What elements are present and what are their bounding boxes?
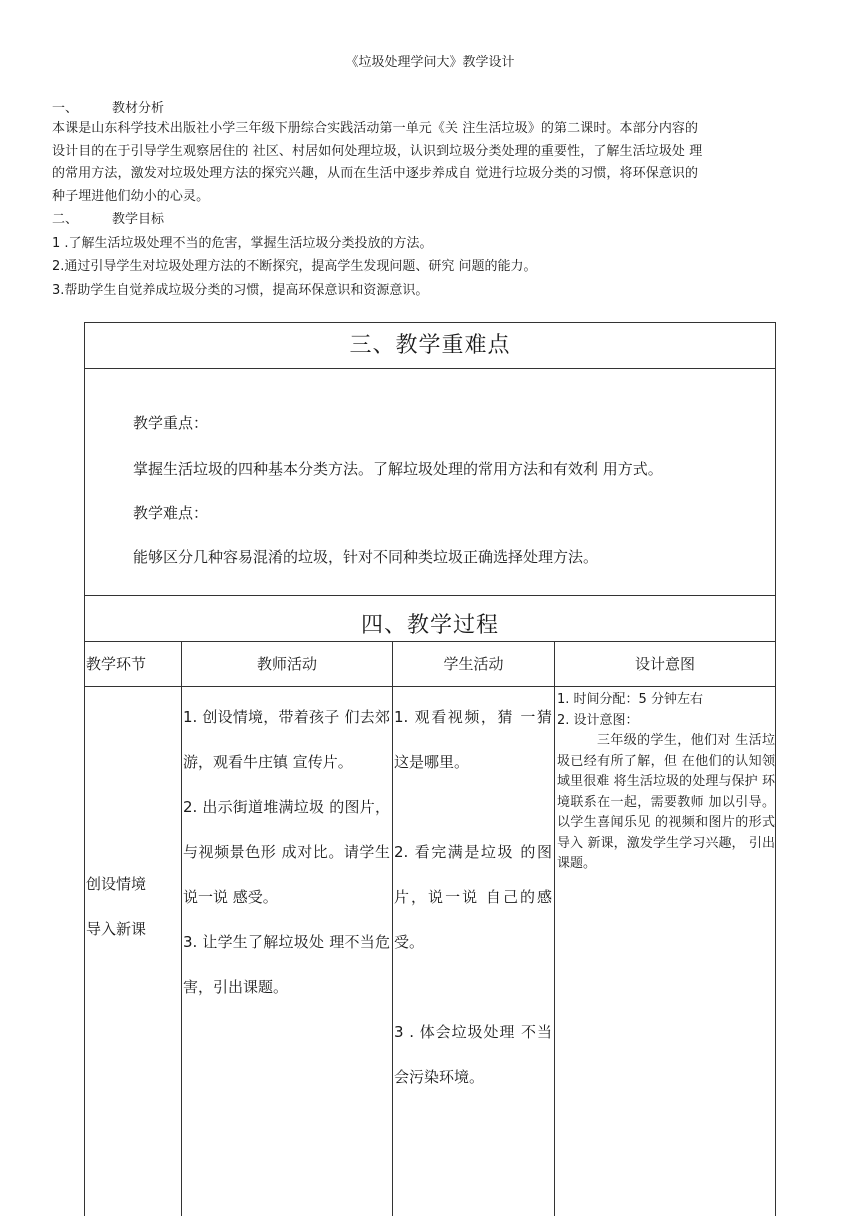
focus-label: 教学重点：	[133, 414, 209, 432]
table-divider	[84, 368, 776, 369]
key-points-heading: 三、教学重难点	[349, 333, 511, 358]
goal-item: 2.通过引导学生对垃圾处理方法的不断探究，提高学生发现问题、研究 问题的能力。	[52, 259, 537, 274]
stage-cell	[86, 862, 178, 952]
goal-item: 1 .了解生活垃圾处理不当的危害，掌握生活垃圾分类投放的方法。	[52, 236, 433, 251]
difficulty-label: 教学难点：	[133, 504, 209, 522]
teacher-activity-item: 1. 创设情境，带着孩子 们去郊游，观看牛庄镇 宣传片。	[183, 708, 390, 771]
teacher-activity-cell	[183, 695, 390, 1010]
section-number: 二、	[52, 212, 79, 227]
table-divider	[84, 686, 776, 687]
section-heading-goals	[52, 211, 164, 229]
difficulty-text: 能够区分几种容易混淆的垃圾，针对不同种类垃圾正确选择处理方法。	[133, 548, 599, 566]
analysis-line: 的常用方法，激发对垃圾处理方法的探究兴趣，从而在生活中逐步养成自 觉进行垃圾分类的习惯，将环保意识的	[52, 166, 699, 181]
stage-line: 导入新课	[86, 920, 147, 938]
section-title: 教学目标	[112, 212, 165, 227]
table-divider	[84, 641, 776, 642]
column-header-student: 学生活动	[443, 655, 504, 673]
intent-text: 三年级的学生，他们对 生活垃圾已经有所了解，但 在他们的认知领域里很难 将生活垃圾的处理与保护 环境联系在一起，需要教师 加以引导。以学生喜闻乐见 的视频和图片的形式导入 新课，激发学生学习兴趣， 引出课题。	[557, 733, 775, 871]
section-title: 教材分析	[112, 101, 165, 116]
table-column-divider	[554, 641, 555, 1216]
stage-line: 创设情境	[86, 875, 147, 893]
analysis-paragraph	[52, 118, 812, 208]
analysis-line: 本课是山东科学技术出版社小学三年级下册综合实践活动第一单元《关 注生活垃圾》的第二课时。本部分内容的	[52, 121, 699, 136]
student-activity-item: 2. 看完满是垃圾 的图片，说一说 自己的感受。	[394, 843, 552, 951]
intent-label: 2. 设计意图：	[557, 712, 639, 728]
design-intent-cell	[557, 690, 775, 875]
focus-text: 掌握生活垃圾的四种基本分类方法。了解垃圾处理的常用方法和有效利 用方式。	[133, 460, 663, 478]
analysis-line: 设计目的在于引导学生观察居住的 社区、村居如何处理垃圾，认识到垃圾分类处理的重要性，了解生活垃圾处 理	[52, 143, 703, 159]
column-header-stage: 教学环节	[86, 655, 147, 673]
student-activity-cell	[394, 695, 552, 1100]
intent-time: 1. 时间分配：5 分钟左右	[557, 692, 703, 707]
table-column-divider	[392, 641, 393, 1216]
column-header-intent: 设计意图	[634, 655, 695, 673]
section-number: 一、	[52, 101, 79, 116]
student-activity-item: 1. 观看视频，猜 一猜这是哪里。	[394, 708, 552, 771]
table-divider	[84, 595, 776, 596]
teacher-activity-item: 2. 出示街道堆满垃圾 的图片，与视频景色形 成对比。请学生说一说 感受。	[183, 798, 390, 906]
table-border-top	[84, 322, 776, 323]
table-column-divider	[181, 641, 182, 1216]
table-border-right	[775, 322, 776, 1216]
column-header-teacher: 教师活动	[256, 655, 317, 673]
analysis-line: 种子埋进他们幼小的心灵。	[52, 188, 210, 204]
process-heading: 四、教学过程	[360, 613, 499, 638]
teacher-activity-item: 3. 让学生了解垃圾处 理不当危害，引出课题。	[183, 933, 390, 996]
table-border-left	[84, 322, 85, 1216]
section-heading-analysis	[52, 100, 164, 118]
document-title: 《垃圾处理学问大》教学设计	[345, 55, 515, 70]
goal-item: 3.帮助学生自觉养成垃圾分类的习惯，提高环保意识和资源意识。	[52, 283, 429, 298]
student-activity-item: 3 . 体会垃圾处理 不当会污染环境。	[394, 1023, 552, 1086]
